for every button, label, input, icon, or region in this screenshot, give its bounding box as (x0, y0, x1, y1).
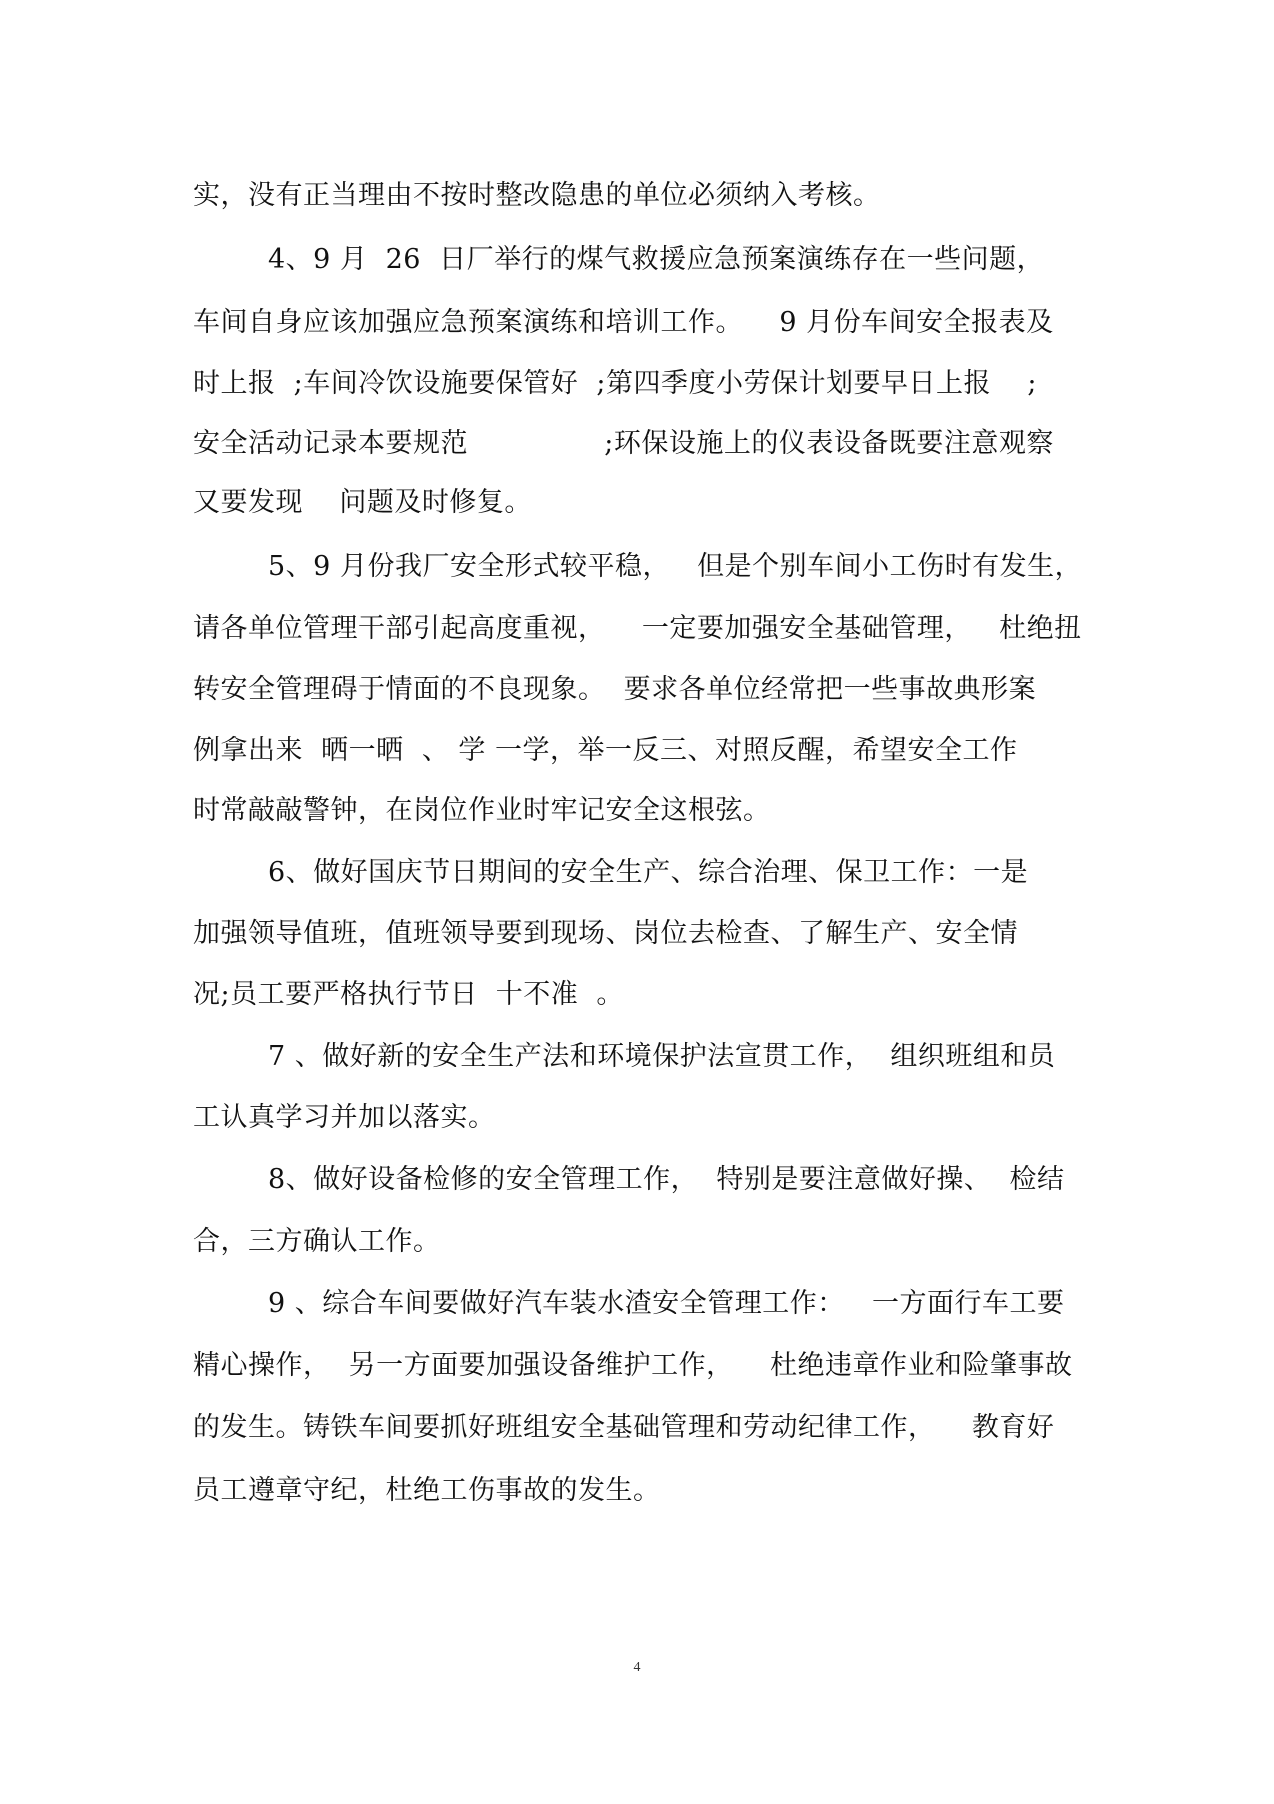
text-line: 加强领导值班，值班领导要到现场、岗位去检查、了解生产、安全情 (193, 918, 1018, 949)
text-line: 4、9 月 26 日厂举行的煤气救援应急预案演练存在一些问题， (268, 244, 1045, 275)
text-line: 又要发现 问题及时修复。 (193, 487, 532, 518)
text-line: 8、做好设备检修的安全管理工作， 特别是要注意做好操、 检结 (268, 1164, 1065, 1195)
text-line: 合，三方确认工作。 (193, 1226, 441, 1257)
text-line: 时常敲敲警钟，在岗位作业时牢记安全这根弦。 (193, 795, 771, 826)
text-line: 员工遵章守纪，杜绝工伤事故的发生。 (193, 1475, 661, 1506)
text-line: 转安全管理碍于情面的不良现象。 要求各单位经常把一些事故典形案 (193, 674, 1037, 705)
text-line: 时上报 ;车间冷饮设施要保管好 ;第四季度小劳保计划要早日上报 ; (193, 368, 1037, 399)
text-line: 况;员工要严格执行节日 十不准 。 (193, 979, 624, 1010)
text-line: 请各单位管理干部引起高度重视， 一定要加强安全基础管理， 杜绝扭 (193, 613, 1082, 644)
text-line: 9 、综合车间要做好汽车装水渣安全管理工作： 一方面行车工要 (268, 1288, 1065, 1319)
text-line: 工认真学习并加以落实。 (193, 1102, 496, 1133)
text-line: 6、做好国庆节日期间的安全生产、综合治理、保卫工作：一是 (268, 857, 1029, 888)
text-line: 7 、做好新的安全生产法和环境保护法宣贯工作， 组织班组和员 (268, 1041, 1056, 1072)
text-line: 5、9 月份我厂安全形式较平稳， 但是个别车间小工伤时有发生， (268, 551, 1083, 582)
text-line: 例拿出来 晒一晒 、 学 一学，举一反三、对照反醒，希望安全工作 (193, 735, 1018, 766)
text-line: 精心操作， 另一方面要加强设备维护工作， 杜绝违章作业和险肇事故 (193, 1350, 1073, 1381)
text-line: 的发生。铸铁车间要抓好班组安全基础管理和劳动纪律工作， 教育好 (193, 1412, 1055, 1443)
text-line: 安全活动记录本要规范 ;环保设施上的仪表设备既要注意观察 (193, 428, 1054, 459)
text-line: 车间自身应该加强应急预案演练和培训工作。 9 月份车间安全报表及 (193, 307, 1054, 338)
text-line: 实，没有正当理由不按时整改隐患的单位必须纳入考核。 (193, 180, 881, 211)
page-number: 4 (633, 1660, 641, 1675)
